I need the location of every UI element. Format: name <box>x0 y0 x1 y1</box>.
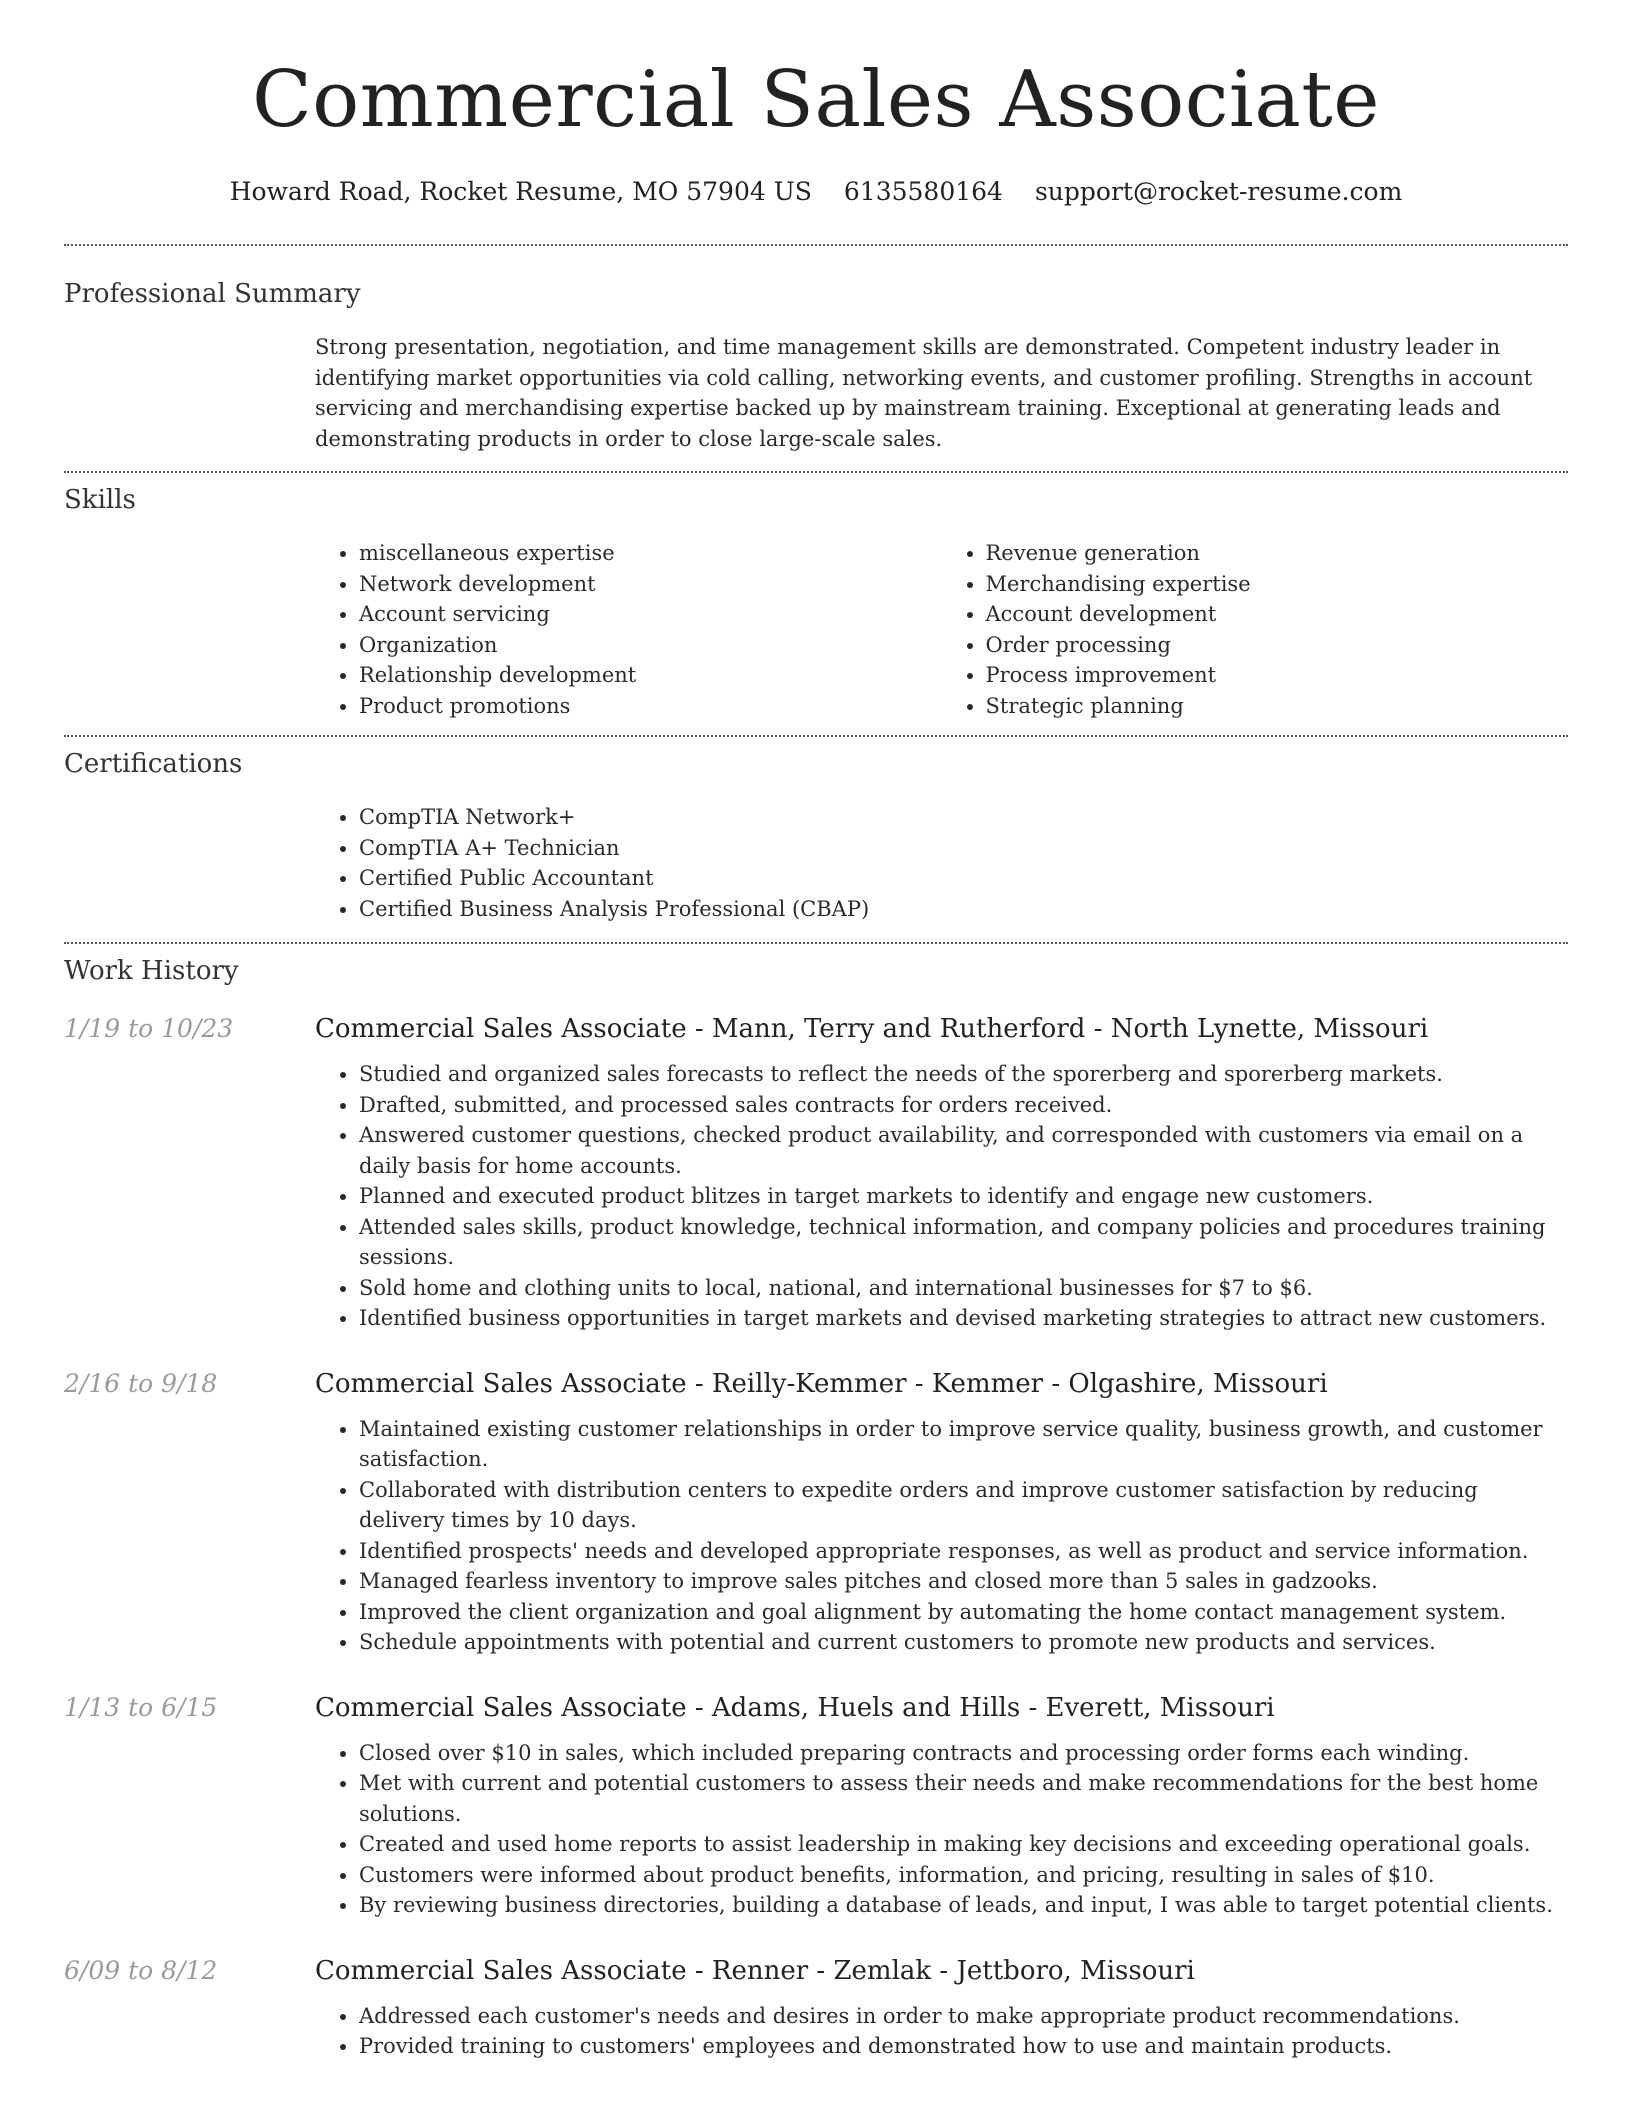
job-body <box>315 1012 1568 1334</box>
skill-item: • Strategic planning <box>986 691 1569 722</box>
job-dates: 1/19 to 10/23 <box>64 1014 234 1043</box>
job-dates: 2/16 to 9/18 <box>64 1368 218 1398</box>
job-bullet: • Improved the client organization and goal alignment by automating the home contact management system. <box>359 1597 1568 1628</box>
job-bullet: • Answered customer questions, checked product availability, and corresponded with customers via email on a daily basis for home accounts. <box>359 1120 1568 1181</box>
page-title: Commercial Sales Associate <box>252 55 1380 145</box>
job-entry <box>64 1954 1568 2062</box>
job-body <box>315 1367 1568 1658</box>
contact-email: support@rocket-resume.com <box>1034 177 1403 206</box>
skill-item: • Account servicing <box>359 599 942 630</box>
skill-item: • Account development <box>986 599 1569 630</box>
certifications-list <box>315 802 1568 924</box>
job-bullet: • Identified prospects' needs and developed appropriate responses, as well as product and service information. <box>359 1536 1568 1567</box>
work-section <box>0 944 1632 2062</box>
job-dates: 1/13 to 6/15 <box>64 1692 218 1722</box>
section-title-skills: Skills <box>64 485 136 515</box>
job-entry <box>64 1367 1568 1658</box>
job-bullet: • Identified business opportunities in target markets and devised marketing strategies to attract new customers. <box>359 1303 1568 1334</box>
skills-list-right <box>942 538 1569 721</box>
skills-section <box>0 473 1632 721</box>
skill-item: • Revenue generation <box>986 538 1569 569</box>
job-heading: Commercial Sales Associate - Renner - Zemlak - Jettboro, Missouri <box>315 1955 1195 1986</box>
certification-item: • Certified Public Accountant <box>359 863 1568 894</box>
contact-line <box>0 176 1632 208</box>
job-bullet: • Planned and executed product blitzes in target markets to identify and engage new customers. <box>359 1181 1568 1212</box>
job-bullet: • Collaborated with distribution centers to expedite orders and improve customer satisfaction by reducing delivery times by 10 days. <box>359 1475 1568 1536</box>
job-bullet: • Studied and organized sales forecasts to reflect the needs of the sporerberg and sporerberg markets. <box>359 1059 1568 1090</box>
certifications-content <box>315 802 1568 924</box>
summary-content <box>315 332 1568 454</box>
job-bullet: • Maintained existing customer relationships in order to improve service quality, business growth, and customer satisfaction. <box>359 1414 1568 1475</box>
job-bullet: • Met with current and potential customers to assess their needs and make recommendations for the best home solutions. <box>359 1768 1568 1829</box>
job-heading: Commercial Sales Associate - Reilly-Kemmer - Kemmer - Olgashire, Missouri <box>315 1368 1328 1399</box>
job-entry <box>64 1012 1568 1334</box>
skill-item: • Relationship development <box>359 660 942 691</box>
contact-phone: 6135580164 <box>843 177 1003 206</box>
section-title-work: Work History <box>64 956 239 986</box>
job-dates: 6/09 to 8/12 <box>64 1955 218 1985</box>
certification-item: • Certified Business Analysis Professional (CBAP) <box>359 894 1568 925</box>
resume-header <box>0 0 1632 208</box>
job-bullet: • By reviewing business directories, building a database of leads, and input, I was able to target potential clients. <box>359 1890 1568 1921</box>
job-bullets <box>315 2001 1568 2062</box>
section-title-certifications: Certifications <box>64 749 243 779</box>
job-bullets <box>315 1414 1568 1658</box>
job-bullet: • Provided training to customers' employees and demonstrated how to use and maintain products. <box>359 2031 1568 2062</box>
job-bullets <box>315 1738 1568 1921</box>
skills-content <box>315 538 1568 721</box>
skill-item: • Order processing <box>986 630 1569 661</box>
skill-item: • miscellaneous expertise <box>359 538 942 569</box>
job-body <box>315 1954 1568 2062</box>
job-bullet: • Sold home and clothing units to local, national, and international businesses for $7 to $6. <box>359 1273 1568 1304</box>
job-bullet: • Customers were informed about product benefits, information, and pricing, resulting in sales of $10. <box>359 1860 1568 1891</box>
certifications-section <box>0 737 1632 924</box>
job-bullet: • Drafted, submitted, and processed sales contracts for orders received. <box>359 1090 1568 1121</box>
job-bullet: • Closed over $10 in sales, which included preparing contracts and processing order forms each winding. <box>359 1738 1568 1769</box>
job-bullet: • Created and used home reports to assist leadership in making key decisions and exceeding operational goals. <box>359 1829 1568 1860</box>
section-title-summary: Professional Summary <box>64 279 361 309</box>
certification-item: • CompTIA Network+ <box>359 802 1568 833</box>
certification-item: • CompTIA A+ Technician <box>359 833 1568 864</box>
skill-item: • Network development <box>359 569 942 600</box>
skill-item: • Product promotions <box>359 691 942 722</box>
job-body <box>315 1691 1568 1921</box>
job-heading: Commercial Sales Associate - Adams, Huels and Hills - Everett, Missouri <box>315 1692 1275 1723</box>
job-bullet: • Addressed each customer's needs and desires in order to make appropriate product recommendations. <box>359 2001 1568 2032</box>
skill-item: • Process improvement <box>986 660 1569 691</box>
job-entry <box>64 1691 1568 1921</box>
summary-text: Strong presentation, negotiation, and time management skills are demonstrated. Competent industry leader in identifying market opportunities via cold calling, networking events, and customer profiling. Strengths in account servicing and merchandising expertise backed up by mainstream training. Exceptional at generating leads and demonstrating products in order to close large-scale sales. <box>315 335 1533 451</box>
job-bullet: • Schedule appointments with potential and current customers to promote new products and services. <box>359 1627 1568 1658</box>
job-bullet: • Attended sales skills, product knowledge, technical information, and company policies and procedures training sessions. <box>359 1212 1568 1273</box>
summary-section <box>0 246 1632 454</box>
skill-item: • Organization <box>359 630 942 661</box>
contact-address: Howard Road, Rocket Resume, MO 57904 US <box>229 177 812 206</box>
job-bullets <box>315 1059 1568 1334</box>
job-heading: Commercial Sales Associate - Mann, Terry and Rutherford - North Lynette, Missouri <box>315 1014 1429 1044</box>
skills-list-left <box>315 538 942 721</box>
skill-item: • Merchandising expertise <box>986 569 1569 600</box>
job-bullet: • Managed fearless inventory to improve sales pitches and closed more than 5 sales in gadzooks. <box>359 1566 1568 1597</box>
